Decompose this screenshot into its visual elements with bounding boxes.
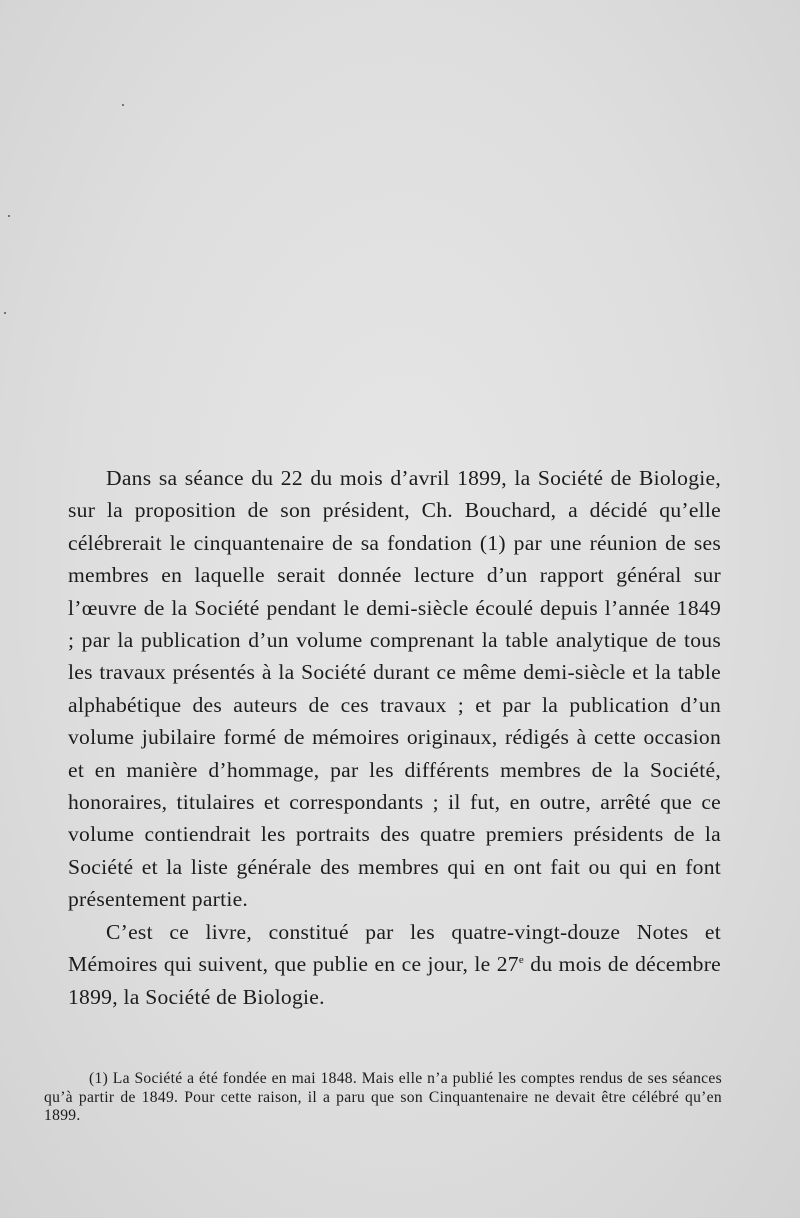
paragraph-2-text: C’est ce livre, constitué par les quatre-vingt-douze Notes et Mémoires qui suivent, que publie en ce jour, le 27: [68, 919, 721, 977]
ordinal-suffix: e: [518, 953, 524, 966]
paragraph-2-text-end: du mois de décembre 1899, la Société de Biologie.: [68, 952, 721, 1009]
paragraph-2: [68, 916, 721, 1013]
scan-speck: [8, 215, 10, 217]
footnote: (1) La Société a été fondée en mai 1848. Mais elle n’a publié les comptes rendus de ses séances qu’à partir de 1849. Pour cette raison, il a paru que son Cinquantenaire ne devait être célébré qu’en 1899.: [44, 1070, 722, 1124]
scan-speck: [4, 312, 6, 314]
scan-speck: [122, 104, 124, 106]
paragraph-1: Dans sa séance du 22 du mois d’avril 1899, la Société de Biologie, sur la proposition de son président, Ch. Bouchard, a décidé qu’elle célébrerait le cinquantenaire de sa fondation (1) par une réunion de ses membres en laquelle serait donnée lecture d’un rapport général sur l’œuvre de la Société pendant le demi-siècle écoulé depuis l’année 1849 ; par la publication d’un volume comprenant la table analytique de tous les travaux présentés à la Société durant ce même demi-siècle et la table alphabétique des auteurs de ces travaux ; et par la publication d’un volume jubilaire formé de mémoires originaux, rédigés à cette occasion et en manière d’hommage, par les différents membres de la Société, honoraires, titulaires et correspondants ; il fut, en outre, arrêté que ce volume contiendrait les portraits des quatre premiers présidents de la Société et la liste générale des membres qui en ont fait ou qui en font présentement partie.: [68, 466, 721, 912]
body-text: [68, 462, 721, 1013]
